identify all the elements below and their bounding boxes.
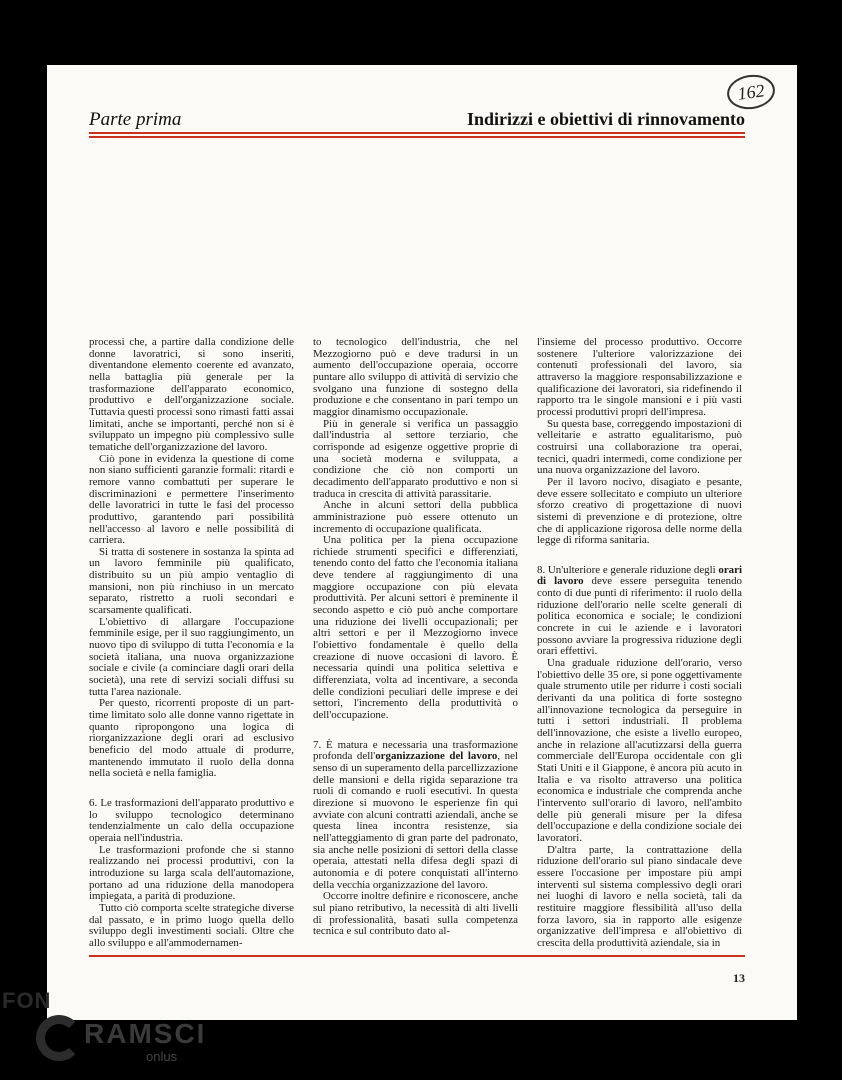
paragraph: processi che, a partire dalla condizione delle donne lavoratrici, si sono inseriti, diventandone elemento coerente ed avanzato, nella battaglia più generale per la trasformazione dell'apparato economico, produttivo e dell'organizzazione sociale. Tuttavia questi processi sono rimasti fatti assai limitati, anche se importanti, perché non si è sviluppato un impegno più complessivo sulle tematiche dell'organizzazione del lavoro.	[89, 336, 294, 453]
watermark-logo-name: RAMSCI	[84, 1018, 207, 1049]
section-6-paragraph: 6. Le trasformazioni dell'apparato produttivo e lo sviluppo tecnologico determinano tendenzialmente un calo della occupazione operaia nell'industria.	[89, 796, 294, 844]
paragraph: Per questo, ricorrenti proposte di un part-time limitato solo alle donne vanno rigettate in quanto ripropongono una logica di riorganizzazione degli orari ad esclusivo beneficio del modo attuale di produrre, mantenendo immutato il ruolo della donna nella società e nella famiglia.	[89, 697, 294, 780]
text-column-1	[89, 337, 294, 949]
section-title: Parte prima	[89, 109, 182, 130]
paragraph: L'obiettivo di allargare l'occupazione femminile esige, per il suo raggiungimento, un nuovo tipo di sviluppo di tutta l'economia e la società italiana, una nuova organizzazione sociale e civile (a cominciare dagli orari della società), una rete di servizi sociali diffusi su tutta l'area nazionale.	[89, 615, 294, 698]
paragraph: Occorre inoltre definire e riconoscere, anche sul piano retributivo, la necessità di alti livelli di professionalità, basati sulla competenza tecnica e sul contributo dato al-	[313, 890, 518, 938]
paragraph: Tutto ciò comporta scelte strategiche diverse dal passato, e in primo luogo quella dello sviluppo degli investimenti sociali. Oltre che allo sviluppo e all'ammodernamen-	[89, 901, 294, 949]
section-7-paragraph: 7. È matura e necessaria una trasformazione profonda dell'organizzazione del lavoro, nel senso di un superamento della parcellizzazione delle mansioni e della rigida separazione tra ruoli di comando e ruoli esecutivi. In questa direzione si muovono le esperienze fin qui avviate con alcuni contratti aziendali, anche se questa linea incontra resistenze, sia nell'atteggiamento di gran parte del padronato, sia anche nelle posizioni di settori della classe operaia, attestati nella difesa degli spazi di autonomia e di potere conquistati all'interno della vecchia organizzazione del lavoro.	[313, 738, 518, 891]
paragraph: Una politica per la piena occupazione richiede strumenti specifici e differenziati, tenendo conto del fatto che l'economia italiana deve tendere al raggiungimento di una maggiore occupazione con più elevata produttività. Per alcuni settori è preminente il secondo aspetto e ciò può anche comportare una riduzione dei livelli occupazionali; per altri settori e per il Mezzogiorno invece l'obiettivo fondamentale è quello della creazione di nuove occasioni di lavoro. È necessaria quindi una politica selettiva e differenziata, volta ad incentivare, a seconda delle condizioni peculiari delle imprese e dei settori, l'incremento della produttività o dell'occupazione.	[313, 534, 518, 721]
paragraph: Più in generale si verifica un passaggio dall'industria al settore terziario, che corrisponde ad esigenze oggettive proprie di una società moderna e sviluppata, a condizione che ciò non comporti un decadimento dell'apparato produttivo e non si traduca in crescita di attività parassitarie.	[313, 417, 518, 500]
chapter-title: Indirizzi e obiettivi di rinnovamento	[467, 109, 745, 129]
paragraph: D'altra parte, la contrattazione della riduzione dell'orario sul piano sindacale deve essere l'occasione per impostare più ampi interventi sul sistema complessivo degli orari nei luoghi di lavoro e nella società, tali da restituire maggiore flessibilità all'uso della forza lavoro, sia in rapporto alle esigenze organizzative dell'impresa e all'obiettivo di crescita della produttività aziendale, sia in	[537, 843, 742, 949]
section-8-paragraph: 8. Un'ulteriore e generale riduzione degli orari di lavoro deve essere perseguita tenendo conto di due punti di riferimento: il ruolo della riduzione dell'orario nelle scelte generali di politica economica e sociale; le condizioni concrete in cui le aziende e i lavoratori possono avviare la progressiva riduzione degli orari effettivi.	[537, 563, 742, 658]
header-rule	[89, 132, 745, 134]
document-page	[47, 65, 797, 1020]
text-column-2	[313, 337, 518, 938]
paragraph: Si tratta di sostenere in sostanza la spinta ad un lavoro femminile più qualificato, distribuito su un più ampio ventaglio di mansioni, non più rinchiuso in un mercato separato, ristretto a ruoli secondari e scarsamente qualificati.	[89, 545, 294, 617]
paragraph: Ciò pone in evidenza la questione di come non siano sufficienti garanzie formali: ritardi e remore vanno combattuti per superare le discriminazioni e permettere l'inserimento delle lavoratrici in tutte le fasi del processo produttivo, garantendo pari possibilità nell'accesso al lavoro e nelle possibilità di carriera.	[89, 452, 294, 547]
bold-term: orari di lavoro	[537, 563, 742, 588]
paragraph: Le trasformazioni profonde che si stanno realizzando nei processi produttivi, con la introduzione su larga scala dell'automazione, portano ad una riduzione della manodopera impiegata, a parità di produzione.	[89, 843, 294, 903]
footer-rule	[89, 955, 745, 957]
watermark-logo-suffix: onlus	[146, 1049, 178, 1064]
page-number: 13	[733, 971, 745, 985]
paragraph: Su questa base, correggendo impostazioni di velleitarie e astratto egualitarismo, può costruirsi una collaborazione tra operai, tecnici, quadri intermedi, come condizione per una nuova organizzazione del lavoro.	[537, 417, 742, 477]
paragraph: to tecnologico dell'industria, che nel Mezzogiorno può e deve tradursi in un aumento dell'occupazione operaia, occorre puntare allo sviluppo di attività di servizio che svolgano una funzione di sostegno della produzione e che consentano in pari tempo un maggior dinamismo occupazionale.	[313, 336, 518, 418]
bold-term: organizzazione del lavoro	[375, 750, 498, 763]
header-rule-2	[89, 136, 745, 138]
paragraph: Per il lavoro nocivo, disagiato e pesante, deve essere sollecitato e compiuto un ulteriore sforzo creativo di progettazione di nuovi sistemi di prevenzione e di protezione, oltre che di applicazione rigorosa delle norme della legge di riforma sanitaria.	[537, 475, 742, 547]
gramsci-logo-icon	[36, 1015, 82, 1061]
text-column-3	[537, 337, 742, 949]
paragraph: l'insieme del processo produttivo. Occorre sostenere l'ulteriore valorizzazione dei contenuti professionali del lavoro, sia attraverso la maggiore responsabilizzazione e qualificazione dei lavoratori, sia ridefinendo il rapporto tra le singole mansioni e i più vasti processi produttivi propri dell'impresa.	[537, 336, 742, 418]
paragraph: Una graduale riduzione dell'orario, verso l'obiettivo delle 35 ore, si pone oggettivamente quale strumento utile per ridurre i costi sociali derivanti da una politica di forte sostegno all'innovazione tecnologica da perseguire in tutti i settori industriali. Il problema dell'innovazione, che esiste a livello europeo, anche in relazione all'acutizzarsi della guerra commerciale dell'Europa occidentale con gli Stati Uniti e il Giappone, è ancora più acuto in Italia e va risolto attraverso una politica economica e industriale che comprenda anche l'intervento sull'orario di lavoro, nell'ambito delle più generali misure per la difesa dell'occupazione e della condizione sociale dei lavoratori.	[537, 657, 742, 844]
paragraph: Anche in alcuni settori della pubblica amministrazione può essere ottenuto un incremento di occupazione qualificata.	[313, 499, 518, 535]
watermark-logo-text: FON	[2, 988, 52, 1013]
handwritten-page-mark: 162	[725, 72, 777, 112]
